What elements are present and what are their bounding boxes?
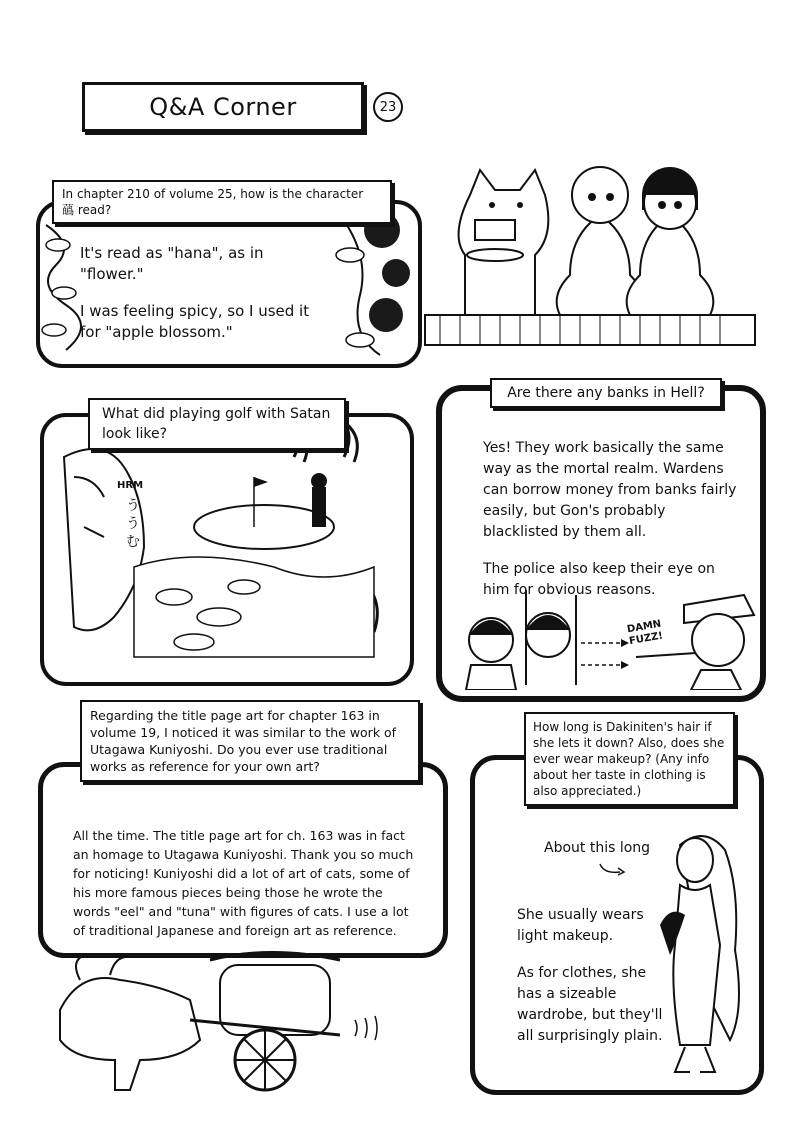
qa4-question-box	[80, 700, 420, 782]
qa3-answer-p2: The police also keep their eye on him for obvious reasons.	[483, 561, 715, 598]
qa2-question: What did playing golf with Satan look like?	[102, 406, 331, 442]
qa3-answer-p1: Yes! They work basically the same way as the mortal realm. Wardens can borrow money from banks fairly easily, but Gon's probably blacklisted by them all.	[483, 440, 737, 540]
qa3-sfx: DAMN FUZZ!	[626, 618, 664, 648]
qa5-question: How long is Dakiniten's hair if she lets it down? Also, does she ever wear makeup? (Any info about her taste in clothing is also appreciated.)	[533, 720, 725, 798]
qa1-question-box	[52, 180, 392, 224]
qa4-question: Regarding the title page art for chapter 163 in volume 19, I noticed it was similar to the work of Utagawa Kuniyoshi. Do you ever use traditional works as reference for your own art?	[90, 708, 397, 774]
qa1-answer-p1: It's read as "hana", as in "flower."	[80, 244, 264, 283]
qa1-answer-p2: I was feeling spicy, so I used it for "apple blossom."	[80, 302, 310, 341]
illustration-ox-cart	[50, 950, 390, 1095]
arrow-icon	[598, 860, 628, 880]
page-title: Q&A Corner	[82, 82, 364, 132]
qa5-answer-p2: As for clothes, she has a sizeable wardrobe, but they'll all surprisingly plain.	[517, 965, 663, 1044]
qa1-question-line2: 蘤 read?	[62, 203, 112, 217]
qa2-sfx-japanese: うう む	[126, 498, 140, 550]
qa2-sfx-hrm: HRM	[117, 480, 144, 491]
qa3-question-box	[490, 378, 722, 408]
illustration-dog-and-girls	[420, 135, 765, 350]
illustration-dakiniten	[650, 825, 745, 1080]
qa1-answer	[80, 243, 330, 359]
qa2-question-box	[88, 398, 346, 450]
qa5-question-box	[524, 712, 735, 806]
qa4-answer: All the time. The title page art for ch. 163 was in fact an homage to Utagawa Kuniyoshi. Thank you so much for noticing! Kuniyoshi did a lot of art of cats, some of his more famous pieces being those he wrote the words "eel" and "tuna" with figures of cats. I use a lot of traditional Japanese and foreign art as reference.	[73, 828, 414, 938]
page-number: 23	[373, 92, 403, 122]
qa5-caption: About this long	[544, 840, 651, 856]
illustration-police-and-gon	[456, 585, 756, 690]
illustration-golf-satan	[44, 417, 402, 674]
qa1-question-line1: In chapter 210 of volume 25, how is the character	[62, 187, 364, 201]
qa3-question: Are there any banks in Hell?	[507, 385, 705, 401]
qa5-answer	[517, 905, 667, 1063]
qa5-answer-p1: She usually wears light makeup.	[517, 907, 644, 944]
